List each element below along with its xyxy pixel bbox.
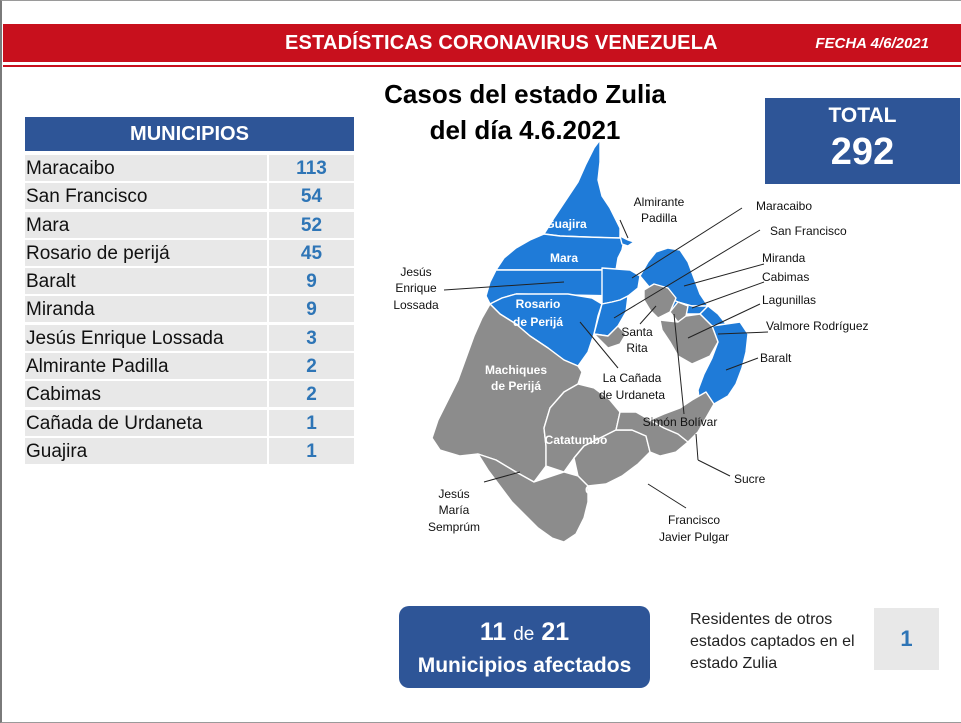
municipio-count: 113 <box>269 155 354 181</box>
table-row <box>25 410 354 436</box>
table-row <box>25 353 354 379</box>
municipio-name: Jesús Enrique Lossada <box>25 325 267 351</box>
municipio-count: 9 <box>269 296 354 322</box>
affected-count-line <box>399 618 650 647</box>
municipio-name: Almirante Padilla <box>25 353 267 379</box>
table-row <box>25 155 354 181</box>
municipio-count: 1 <box>269 410 354 436</box>
other-states-text: Residentes de otros estados captados en el estado Zulia <box>690 611 855 672</box>
map-label-jesus-enrique-2: Enrique <box>395 281 437 295</box>
map-label-machiques-1: Machiques <box>484 363 548 377</box>
total-label: TOTAL <box>828 104 897 127</box>
map-label-simon-bolivar: Simón Bolívar <box>642 415 718 429</box>
table-row <box>25 212 354 238</box>
affected-municipalities-box <box>399 606 650 688</box>
header-banner <box>3 24 961 65</box>
map-label-valmore: Valmore Rodríguez <box>766 319 869 333</box>
map-regions <box>432 140 748 542</box>
affected-total: 21 <box>541 618 570 646</box>
municipio-name: Miranda <box>25 296 267 322</box>
municipio-count: 1 <box>269 438 354 464</box>
municipio-name: Cañada de Urdaneta <box>25 410 267 436</box>
table-row <box>25 296 354 322</box>
table-row <box>25 240 354 266</box>
region-maracaibo <box>602 268 640 304</box>
municipio-name: Baralt <box>25 268 267 294</box>
map-label-cabimas: Cabimas <box>762 270 810 284</box>
municipio-count: 2 <box>269 353 354 379</box>
map-label-santa-rita-1: Santa <box>621 325 653 339</box>
map-label-lagunillas: Lagunillas <box>762 293 817 307</box>
leader-santa-rita <box>640 306 656 324</box>
map-label-canada-1: La Cañada <box>602 371 662 385</box>
map-label-rosario-2: de Perijá <box>512 315 564 329</box>
municipio-name: Mara <box>25 212 267 238</box>
leader-francisco <box>648 484 686 508</box>
zulia-map <box>388 138 898 558</box>
leader-sucre <box>698 460 730 476</box>
municipios-table <box>25 155 354 466</box>
table-row <box>25 325 354 351</box>
map-label-colon: Colón <box>585 483 619 497</box>
affected-label: Municipios afectados <box>417 654 632 677</box>
other-states-value: 1 <box>874 608 939 670</box>
banner-date: FECHA 4/6/2021 <box>815 35 929 52</box>
municipio-count: 52 <box>269 212 354 238</box>
map-label-francisco-2: Javier Pulgar <box>658 530 730 544</box>
municipios-header: MUNICIPIOS <box>25 117 354 151</box>
leader-miranda <box>684 264 764 286</box>
municipio-name: Rosario de perijá <box>25 240 267 266</box>
map-label-jesus-maria-2: María <box>438 503 470 517</box>
leader-sucre-2 <box>696 434 698 460</box>
municipio-count: 2 <box>269 381 354 407</box>
map-label-almirante-2: Padilla <box>640 211 678 225</box>
map-label-guajira: Guajira <box>545 217 587 231</box>
map-label-jesus-maria-3: Semprúm <box>427 520 481 534</box>
map-label-canada-2: de Urdaneta <box>598 388 666 402</box>
affected-count: 11 <box>479 618 507 646</box>
map-label-santa-rita-2: Rita <box>626 341 648 355</box>
map-label-jesus-enrique-3: Lossada <box>393 298 439 312</box>
leader-cabimas <box>692 282 764 308</box>
municipio-name: Cabimas <box>25 381 267 407</box>
map-label-jesus-maria-1: Jesús <box>438 487 470 501</box>
leader-almirante <box>620 220 628 238</box>
map-label-mara: Mara <box>549 251 579 265</box>
map-label-almirante-1: Almirante <box>633 195 685 209</box>
municipio-count: 3 <box>269 325 354 351</box>
map-label-francisco-1: Francisco <box>667 513 721 527</box>
total-value: 292 <box>830 131 895 173</box>
table-row <box>25 183 354 209</box>
municipio-name: San Francisco <box>25 183 267 209</box>
table-row <box>25 381 354 407</box>
map-title-line2: del día 4.6.2021 <box>429 115 621 145</box>
map-label-sucre: Sucre <box>734 472 766 486</box>
municipio-count: 9 <box>269 268 354 294</box>
map-label-miranda: Miranda <box>762 251 806 265</box>
banner-title: ESTADÍSTICAS CORONAVIRUS VENEZUELA <box>285 32 718 54</box>
map-title-line1: Casos del estado Zulia <box>384 79 666 109</box>
map-label-baralt: Baralt <box>760 351 792 365</box>
table-row <box>25 438 354 464</box>
map-label-rosario-1: Rosario <box>515 297 561 311</box>
municipio-count: 45 <box>269 240 354 266</box>
map-label-machiques-2: de Perijá <box>490 379 542 393</box>
map-label-maracaibo: Maracaibo <box>756 199 813 213</box>
affected-connector: de <box>513 624 535 645</box>
municipio-count: 54 <box>269 183 354 209</box>
map-label-san-francisco: San Francisco <box>770 224 847 238</box>
map-label-jesus-enrique-1: Jesús <box>400 265 432 279</box>
municipio-name: Guajira <box>25 438 267 464</box>
municipio-name: Maracaibo <box>25 155 267 181</box>
table-row <box>25 268 354 294</box>
region-almirante-padilla <box>620 236 634 246</box>
map-label-catatumbo: Catatumbo <box>544 433 608 447</box>
